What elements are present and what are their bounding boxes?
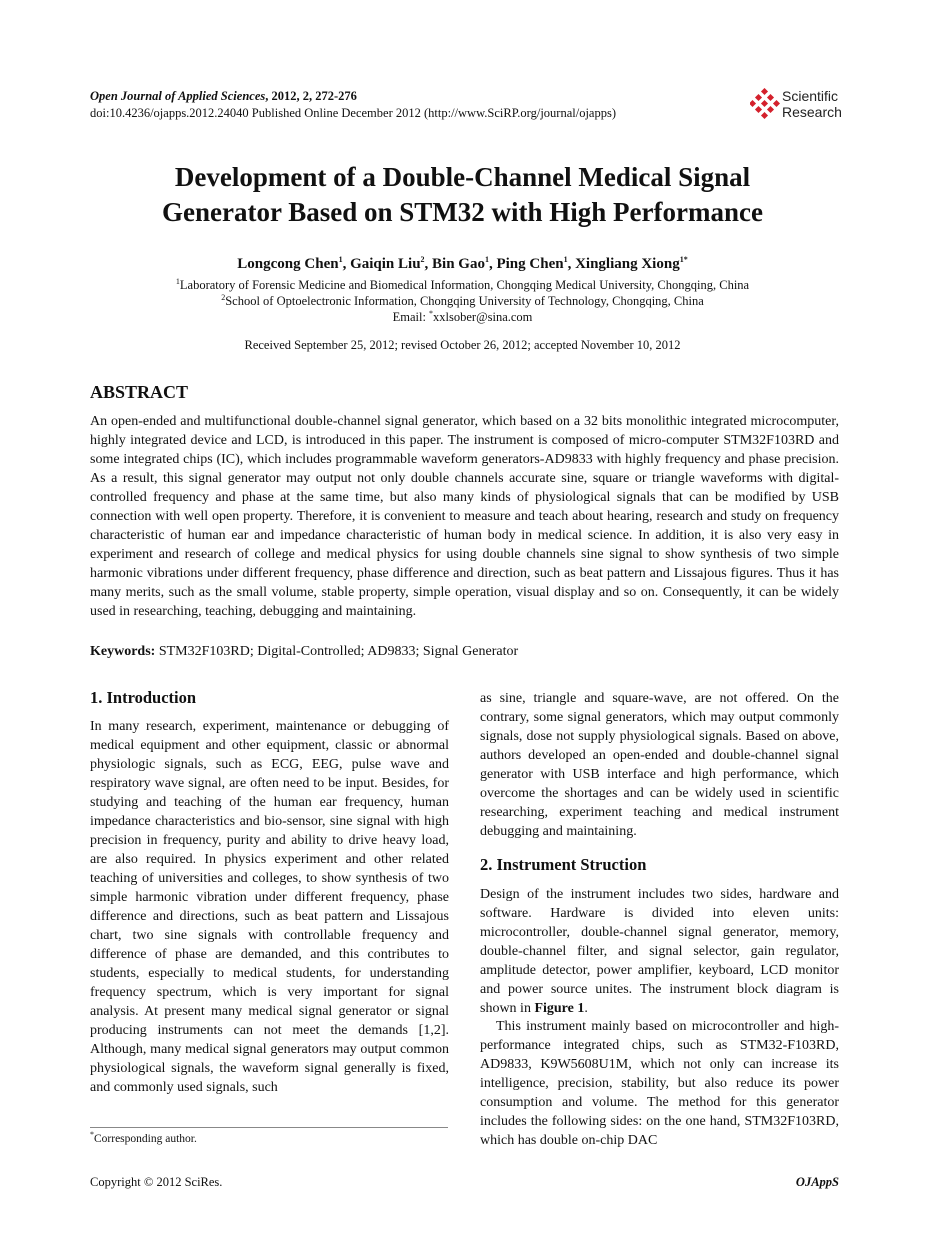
email-label: Email: bbox=[392, 310, 430, 325]
footer-journal-abbr: OJAppS bbox=[795, 1175, 839, 1189]
author-name: , Bin Gao bbox=[424, 256, 485, 272]
email-sup: * bbox=[429, 309, 434, 318]
author-sup: 1* bbox=[679, 255, 688, 264]
title-line-2: Generator Based on STM32 with High Performance bbox=[162, 197, 763, 227]
logo-text bbox=[782, 88, 842, 120]
author-sup: 2 bbox=[420, 255, 425, 264]
received-dates: Received September 25, 2012; revised October 26, 2012; accepted November 10, 2012 bbox=[244, 338, 681, 352]
footer-copyright: Copyright © 2012 SciRes. bbox=[90, 1175, 223, 1189]
logo-text-line2: Research bbox=[782, 104, 842, 120]
affiliation-sup: 1 bbox=[175, 277, 180, 286]
email-line bbox=[60, 306, 865, 325]
author-name: Longcong Chen bbox=[237, 256, 339, 272]
section-1-heading: 1. Introduction bbox=[90, 688, 197, 707]
section-1-paragraph-continued: as sine, triangle and square-wave, are not offered. On the contrary, some signal generators, which may output commonly signals, dose not supply physiological signals. Based on above, authors developed an open-ended and double-channel signal generator with USB interface and high performance, which overcome the shortages and can be widely used in scientific researching, experiment teaching and medical instrument debugging and maintaining. bbox=[480, 691, 839, 839]
affiliation-text: Laboratory of Forensic Medicine and Biomedical Information, Chongqing Medical University, Chongqing, China bbox=[179, 278, 750, 293]
email-address[interactable]: xxlsober@sina.com bbox=[433, 310, 533, 325]
section-2-p1-text: Design of the instrument includes two sides, hardware and software. Hardware is divided into eleven units: microcontroller, double-channel signal generator, memory, double-channel filter, and signal selector, gain regulator, amplitude detector, power amplifier, keyboard, LCD monitor and power source unites. The instrument block diagram is shown in bbox=[480, 887, 839, 1016]
section-2-p1-end: . bbox=[584, 1001, 588, 1016]
author-list bbox=[60, 255, 865, 273]
keywords-text: STM32F103RD; Digital-Controlled; AD9833; Signal Generator bbox=[155, 644, 519, 659]
author-sup: 1 bbox=[338, 255, 343, 264]
footnote-divider bbox=[90, 1127, 448, 1128]
paper-title bbox=[60, 160, 865, 230]
section-1-paragraph: In many research, experiment, maintenance or debugging of medical equipment and other equipment, classic or abnormal physiologic signals, such as ECG, EEG, pulse wave and respiratory wave signal, are often need to be input. Besides, for studying and teaching of the human ear frequency, human impedance characteristics and bio-sensor, sine signal with high precision in frequency, purity and ability to drive heavy load, are also required. In physics experiment and other related teaching of universities and colleges, to show synthesis of two simple harmonic vibration under different frequency, phase difference and directions, such as beat pattern and Lissajous chart, two sine signals with controllable frequency and difference of phase are demanded, and this contributes to students, especially to medical students, for understanding frequency spectrum, which is very important for signal analysis. At present many medical signal generator or signal producing instruments can not meet the demands [1,2]. Although, many medical signal generators may output common physiological signals, the waveform signal generally is fixed, and commonly used signals, such bbox=[90, 719, 449, 1095]
logo-text-line1: Scientific bbox=[782, 88, 839, 104]
author-name: , Gaiqin Liu bbox=[342, 256, 421, 272]
footnote-text: Corresponding author. bbox=[94, 1132, 197, 1145]
journal-name: Open Journal of Applied Sciences bbox=[90, 89, 266, 103]
footnote bbox=[90, 1130, 197, 1145]
author-sup: 1 bbox=[484, 255, 489, 264]
section-2-paragraph-2: This instrument mainly based on microcontroller and high-performance integrated chips, such as STM32-F103RD, AD9833, K9W5608U1M, which not only can increase its intelligence, precision, stability, but also reduce its power consumption and volume. The method for this generator includes the following sides: on the one hand, STM32F103RD, which has double on-chip DAC bbox=[480, 1019, 839, 1148]
doi-line: doi:10.4236/ojapps.2012.24040 Published Online December 2012 (http://www.SciRP.org/journal/ojapps) bbox=[90, 106, 617, 120]
affiliation-sup: 2 bbox=[221, 293, 226, 302]
title-line-1: Development of a Double-Channel Medical Signal bbox=[174, 162, 751, 192]
section-2-paragraph-1 bbox=[480, 885, 839, 1018]
footnote-sup: * bbox=[90, 1130, 94, 1139]
keywords bbox=[90, 642, 839, 661]
affiliation-text: School of Optoelectronic Information, Chongqing University of Technology, Chongqing, China bbox=[225, 294, 704, 309]
section-2-heading: 2. Instrument Struction bbox=[480, 855, 647, 874]
logo-diamond-icon bbox=[750, 88, 780, 122]
author-name: , Ping Chen bbox=[488, 256, 564, 272]
journal-ref: , 2012, 2, 272-276 bbox=[265, 89, 357, 103]
scientific-research-logo bbox=[750, 88, 845, 122]
journal-citation bbox=[90, 88, 616, 105]
abstract-heading: ABSTRACT bbox=[90, 382, 189, 402]
journal-header bbox=[90, 88, 616, 122]
author-name: , Xingliang Xiong bbox=[567, 256, 680, 272]
keywords-label: Keywords: bbox=[90, 644, 156, 659]
author-sup: 1 bbox=[563, 255, 568, 264]
figure-1-reference[interactable]: Figure 1 bbox=[534, 1001, 585, 1016]
abstract-text: An open-ended and multifunctional double-channel signal generator, which based on a 32 bits monolithic integrated microcomputer, highly integrated device and LCD, is introduced in this paper. The instrument is composed of micro-computer STM32F103RD and some integrated chips (IC), which includes programmable waveform generators-AD9833 with highly frequency and phase precision. As a result, this signal generator may output not only double channels accurate sine, square or triangle waveforms with digital-controlled frequency and phase at the same time, but also many kinds of physiological signals that can be modified by USB connection with well open property. Therefore, it is convenient to measure and teach about hearing, research and study on frequency characteristic of human ear and impedance characteristic of human body in medical science. In addition, it is also very easy in experiment and research of college and medical physics for using double channels sine signal to show synthesis of two simple harmonic vibrations under different frequency, phase difference and direction, such as beat pattern and Lissajous figures. Thus it has many merits, such as the small volume, stable property, simple operation, visual display and so on. Consequently, it can be widely used in researching, teaching, debugging and maintaining. bbox=[90, 414, 839, 619]
